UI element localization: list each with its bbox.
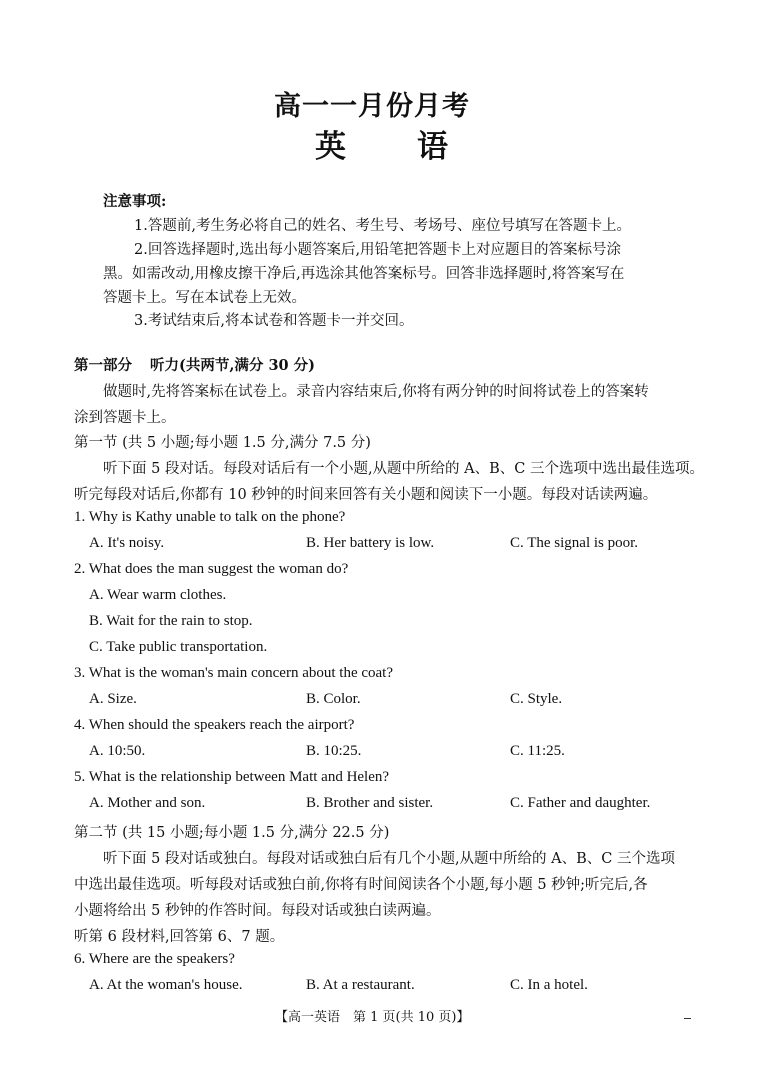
question-6-option-c: C. In a hotel. — [510, 977, 588, 993]
question-2-option-c: C. Take public transportation. — [89, 639, 268, 655]
section2-heading: 第二节 (共 15 小题;每小题 1.5 分,满分 22.5 分) — [74, 825, 390, 841]
question-4-option-c: C. 11:25. — [510, 743, 565, 759]
notice-item-1: 1.答题前,考生务必将自己的姓名、考生号、考场号、座位号填写在答题卡上。 — [134, 218, 631, 234]
section1-instruction-line-2: 听完每段对话后,你都有 10 秒钟的时间来回答有关小题和阅读下一小题。每段对话读两遍。 — [74, 487, 658, 503]
question-3-stem: 3. What is the woman's main concern about the coat? — [74, 665, 393, 681]
notice-item-2-line-3: 答题卡上。写在本试卷上无效。 — [103, 290, 306, 306]
part1-heading-label: 第一部分 — [74, 357, 132, 374]
footer-corner-mark — [684, 1018, 691, 1019]
question-6-stem: 6. Where are the speakers? — [74, 951, 235, 967]
notice-item-2-line-2: 黑。如需改动,用橡皮擦干净后,再选涂其他答案标号。回答非选择题时,将答案写在 — [103, 266, 625, 282]
question-1-option-c: C. The signal is poor. — [510, 535, 639, 551]
question-5-stem: 5. What is the relationship between Matt and Helen? — [74, 769, 390, 785]
section1-instruction-line-1: 听下面 5 段对话。每段对话后有一个小题,从题中所给的 A、B、C 三个选项中选出最佳选项。 — [103, 461, 704, 477]
question-3-option-c: C. Style. — [510, 691, 563, 707]
question-1-option-b: B. Her battery is low. — [306, 535, 435, 551]
question-4-option-b: B. 10:25. — [306, 743, 362, 759]
question-4-stem: 4. When should the speakers reach the airport? — [74, 717, 355, 733]
question-6-option-b: B. At a restaurant. — [306, 977, 415, 993]
section2-instruction-line-3: 小题将给出 5 秒钟的作答时间。每段对话或独白读两遍。 — [74, 903, 441, 919]
material-6-instruction: 听第 6 段材料,回答第 6、7 题。 — [74, 929, 285, 945]
question-5-option-b: B. Brother and sister. — [306, 795, 434, 811]
notice-item-2-line-1: 2.回答选择题时,选出每小题答案后,用铅笔把答题卡上对应题目的答案标号涂 — [134, 242, 622, 258]
notice-heading: 注意事项: — [103, 193, 167, 210]
question-1-option-a: A. It's noisy. — [89, 535, 165, 551]
question-2-option-a: A. Wear warm clothes. — [89, 587, 227, 603]
subject-char-right: 语 — [417, 129, 448, 165]
exam-title: 高一一月份月考 — [274, 91, 470, 122]
section2-instruction-line-1: 听下面 5 段对话或独白。每段对话或独白后有几个小题,从题中所给的 A、B、C 三个选项 — [103, 851, 675, 867]
question-4-option-a: A. 10:50. — [89, 743, 146, 759]
question-3-option-a: A. Size. — [89, 691, 137, 707]
section2-instruction-line-2: 中选出最佳选项。听每段对话或独白前,你将有时间阅读各个小题,每小题 5 秒钟;听完后,各 — [74, 877, 648, 893]
question-6-option-a: A. At the woman's house. — [89, 977, 243, 993]
question-2-stem: 2. What does the man suggest the woman do? — [74, 561, 349, 577]
question-1-stem: 1. Why is Kathy unable to talk on the phone? — [74, 509, 346, 525]
part1-heading-title: 听力(共两节,满分 30 分) — [150, 357, 316, 374]
notice-item-3: 3.考试结束后,将本试卷和答题卡一并交回。 — [134, 313, 414, 329]
subject-char-left: 英 — [315, 129, 346, 165]
question-3-option-b: B. Color. — [306, 691, 361, 707]
question-2-option-b: B. Wait for the rain to stop. — [89, 613, 253, 629]
question-5-option-c: C. Father and daughter. — [510, 795, 651, 811]
part1-intro-line-1: 做题时,先将答案标在试卷上。录音内容结束后,你将有两分钟的时间将试卷上的答案转 — [103, 384, 649, 400]
section1-heading: 第一节 (共 5 小题;每小题 1.5 分,满分 7.5 分) — [74, 435, 371, 451]
part1-intro-line-2: 涂到答题卡上。 — [74, 410, 176, 426]
page-footer: 【高一英语 第 1 页(共 10 页)】 — [275, 1010, 470, 1025]
question-5-option-a: A. Mother and son. — [89, 795, 206, 811]
